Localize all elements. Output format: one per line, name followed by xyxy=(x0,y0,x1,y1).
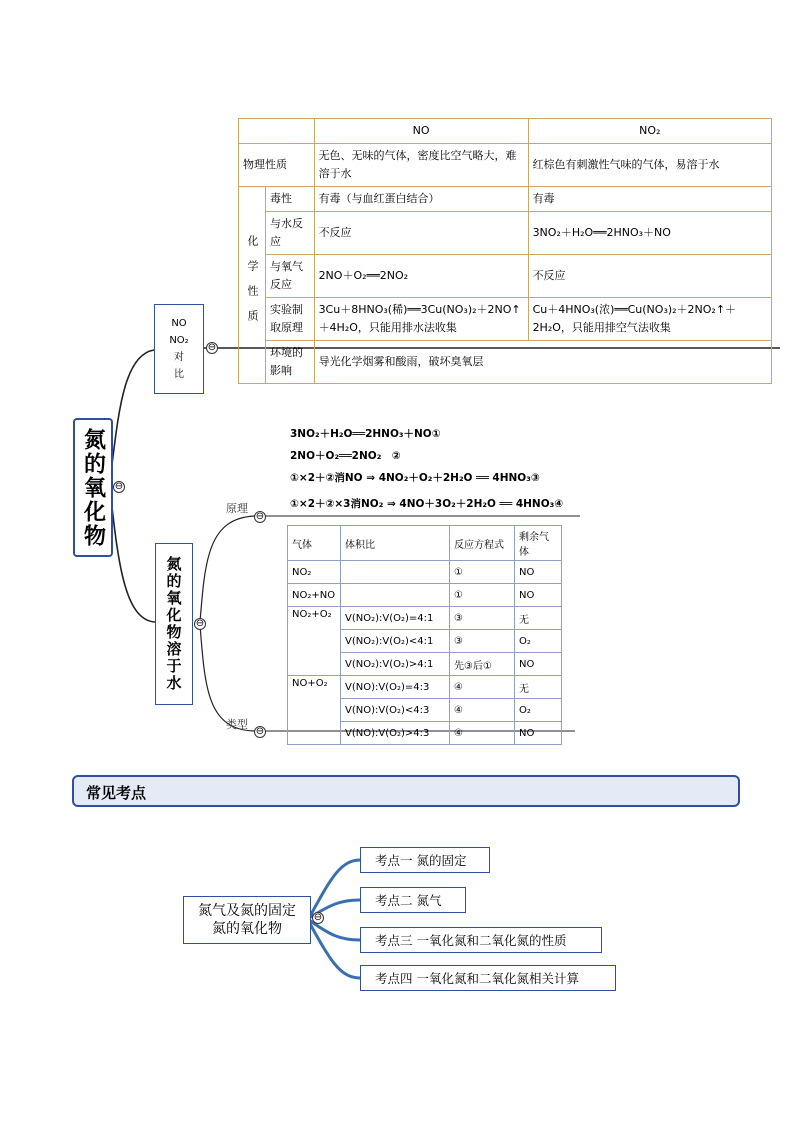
row-no2: 有毒 xyxy=(528,187,771,212)
row-label: 实验制取原理 xyxy=(266,298,315,341)
ratio-rest: O₂ xyxy=(515,699,562,722)
table-row xyxy=(288,607,562,630)
branch-no-no2-compare[interactable] xyxy=(154,304,204,394)
branch-dissolve-in-water[interactable] xyxy=(155,543,193,705)
row-no2: 不反应 xyxy=(528,255,771,298)
mindmap-root-label: 氮的氧化物 xyxy=(80,427,106,548)
row-label: 与水反应 xyxy=(266,212,315,255)
kp-item[interactable]: 考点四 一氧化氮和二氧化氮相关计算 xyxy=(360,965,616,991)
physical-no2: 红棕色有刺激性气味的气体，易溶于水 xyxy=(528,144,771,187)
row-no2: 3NO₂＋H₂O══2HNO₃＋NO xyxy=(528,212,771,255)
ratio-eq: ④ xyxy=(450,699,515,722)
row-no: 不反应 xyxy=(314,212,528,255)
ratio-value: V(NO₂):V(O₂)>4:1 xyxy=(341,653,450,676)
ratio-rest: O₂ xyxy=(515,630,562,653)
kp-item[interactable]: 考点一 氮的固定 xyxy=(360,847,490,873)
ratio-rest: NO xyxy=(515,584,562,607)
collapse-icon[interactable]: ⊖ xyxy=(313,912,323,923)
branch-label: NO xyxy=(171,318,187,329)
row-no: 有毒（与血红蛋白结合） xyxy=(314,187,528,212)
branch-label: 氮的氧化物溶于水 xyxy=(164,556,183,692)
ratio-value xyxy=(341,561,450,584)
kp-root-line: 氮的氧化物 xyxy=(212,921,282,937)
ratio-eq: ③ xyxy=(450,607,515,630)
ratio-eq: 先③后① xyxy=(450,653,515,676)
ratio-header: 气体 xyxy=(288,526,341,561)
equation-1: 3NO₂＋H₂O══2HNO₃＋NO① xyxy=(290,428,441,440)
ratio-header: 反应方程式 xyxy=(450,526,515,561)
equation-4: ①×2＋②×3消NO₂ ⇒ 4NO＋3O₂＋2H₂O ══ 4HNO₃④ xyxy=(290,498,564,510)
table-row xyxy=(288,676,562,699)
ratio-rest: 无 xyxy=(515,676,562,699)
kp-root-line: 氮气及氮的固定 xyxy=(198,903,296,919)
collapse-icon[interactable]: ⊖ xyxy=(195,618,205,629)
ratio-value: V(NO):V(O₂)=4:3 xyxy=(341,676,450,699)
ratio-eq: ① xyxy=(450,561,515,584)
equation-2: 2NO＋O₂══2NO₂ ② xyxy=(290,450,401,462)
collapse-icon[interactable]: ⊖ xyxy=(207,342,217,353)
table-row xyxy=(288,584,562,607)
kp-item[interactable]: 考点二 氮气 xyxy=(360,887,466,913)
comparison-table xyxy=(238,118,772,384)
ratio-header: 体积比 xyxy=(341,526,450,561)
row-no: 2NO＋O₂══2NO₂ xyxy=(314,255,528,298)
ratio-table xyxy=(287,525,562,745)
chem-label: 化学性质 xyxy=(239,187,266,384)
ratio-eq: ③ xyxy=(450,630,515,653)
ratio-gas: NO₂+O₂ xyxy=(288,607,341,676)
equation-3: ①×2＋②消NO ⇒ 4NO₂＋O₂＋2H₂O ══ 4HNO₃③ xyxy=(290,472,540,484)
branch-label: 对 xyxy=(174,352,184,363)
ratio-rest: NO xyxy=(515,722,562,745)
ratio-value: V(NO):V(O₂)>4:3 xyxy=(341,722,450,745)
physical-label: 物理性质 xyxy=(239,144,315,187)
row-no: 3Cu＋8HNO₃(稀)══3Cu(NO₃)₂＋2NO↑＋4H₂O，只能用排水法收集 xyxy=(314,298,528,341)
collapse-icon[interactable]: ⊖ xyxy=(114,481,124,492)
kp-root[interactable] xyxy=(183,896,311,944)
collapse-icon[interactable]: ⊖ xyxy=(255,511,265,522)
ratio-eq: ④ xyxy=(450,722,515,745)
branch-label: NO₂ xyxy=(169,335,189,346)
kp-item[interactable]: 考点三 一氧化氮和二氧化氮的性质 xyxy=(360,927,602,953)
mindmap-root[interactable] xyxy=(73,418,113,557)
header-no2: NO₂ xyxy=(528,119,771,144)
ratio-header: 剩余气体 xyxy=(515,526,562,561)
ratio-rest: 无 xyxy=(515,607,562,630)
row-label: 毒性 xyxy=(266,187,315,212)
collapse-icon[interactable]: ⊖ xyxy=(255,726,265,737)
table-row xyxy=(288,561,562,584)
ratio-value: V(NO):V(O₂)<4:3 xyxy=(341,699,450,722)
sub-type-label: 类型 xyxy=(226,718,248,731)
ratio-rest: NO xyxy=(515,653,562,676)
ratio-value: V(NO₂):V(O₂)=4:1 xyxy=(341,607,450,630)
section-banner xyxy=(72,775,740,807)
header-no: NO xyxy=(314,119,528,144)
env-label: 环境的影响 xyxy=(266,341,315,384)
row-label: 与氧气反应 xyxy=(266,255,315,298)
sub-principle-label: 原理 xyxy=(226,502,248,515)
section-title: 常见考点 xyxy=(86,784,147,802)
ratio-gas: NO+O₂ xyxy=(288,676,341,745)
branch-label: 比 xyxy=(174,369,184,380)
env-value: 导光化学烟雾和酸雨，破坏臭氧层 xyxy=(314,341,771,384)
ratio-value xyxy=(341,584,450,607)
ratio-rest: NO xyxy=(515,561,562,584)
ratio-eq: ① xyxy=(450,584,515,607)
ratio-gas: NO₂ xyxy=(288,561,341,584)
ratio-gas: NO₂+NO xyxy=(288,584,341,607)
physical-no: 无色、无味的气体，密度比空气略大，难溶于水 xyxy=(314,144,528,187)
ratio-eq: ④ xyxy=(450,676,515,699)
row-no2: Cu＋4HNO₃(浓)══Cu(NO₃)₂＋2NO₂↑＋2H₂O，只能用排空气法收集 xyxy=(528,298,771,341)
ratio-value: V(NO₂):V(O₂)<4:1 xyxy=(341,630,450,653)
